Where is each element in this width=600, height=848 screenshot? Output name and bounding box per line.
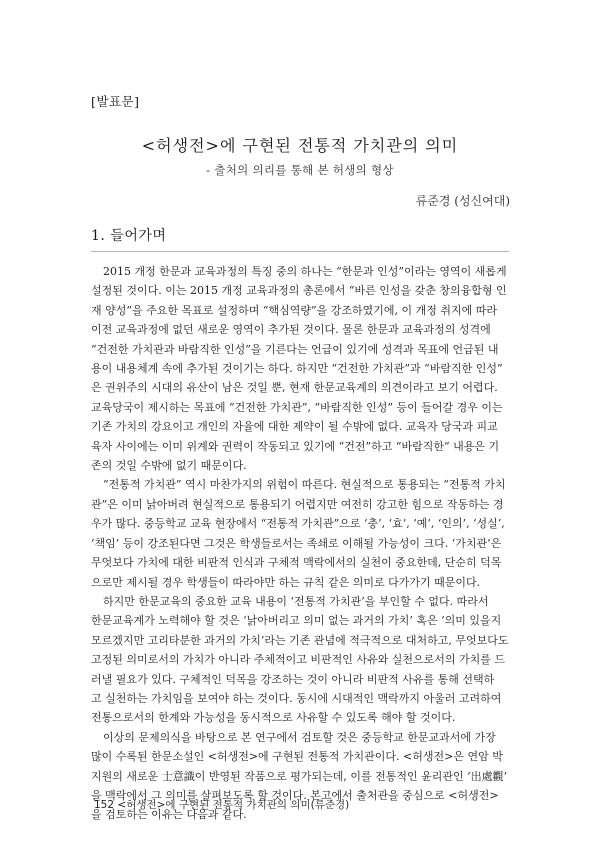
text-line: 무엇보다 가치에 대한 비판적 인식과 구체적 맥락에서의 실천이 중요한데, 단순히 덕목	[91, 556, 502, 570]
text-line: 2015 개정 한문과 교육과정의 특징 중의 하나는 “한문과 인성”이라는 영역이 새롭게	[103, 265, 507, 278]
text-line: 하지만 한문교육의 중요한 교육 내용이 ‘전통적 가치관’을 부인할 수 없다. 따라서	[103, 594, 489, 608]
text-line: ‘책임’ 등이 강조된다면 그것은 학생들로서는 족쇄로 이해될 가능성이 크다. ‘가치관’은	[91, 536, 502, 550]
text-line: 설정된 것이다. 이는 2015 개정 교육과정의 총론에서 “바른 인성을 갖춘 창의융합형 인	[91, 284, 507, 298]
text-line: 모르겠지만 고리타분한 과거의 가치’라는 기존 관념에 적극적으로 대처하고, 무엇보다도	[91, 633, 509, 647]
text-line: 전통으로서의 한계와 가능성을 동시적으로 사유할 수 있도록 해야 할 것이다.	[91, 711, 456, 725]
text-line: 많이 수록된 한문소설인 <허생전>에 구현된 전통적 가치관이다. <허생전>은 연암 박	[91, 750, 503, 764]
section-heading-box	[91, 225, 509, 252]
page-number: 152	[94, 799, 115, 811]
body-text	[91, 262, 511, 825]
text-line: 한문교육계가 노력해야 할 것은 ‘낡아버리고 의미 없는 과거의 가치’ 혹은 ‘의미 있을지	[91, 614, 502, 628]
section-heading: 1. 들어가며	[91, 228, 167, 244]
running-title: <허생전>에 구현된 전통적 가치관의 의미(류준경)	[117, 799, 350, 811]
text-line: “전통적 가치관” 역시 마찬가지의 위험이 따른다. 현실적으로 통용되는 “전통적 가치	[103, 478, 506, 492]
paper-title: <허생전>에 구현된 전통적 가치관의 의미	[141, 136, 459, 155]
text-line: 용이 내용체계 속에 추가된 것이기는 하다. 하지만 “건전한 가치관”과 “바람직한 인성”	[91, 362, 503, 376]
paragraph	[91, 262, 511, 475]
text-line: “건전한 가치관과 바람직한 인성”을 기른다는 언급이 있기에 성격과 목표에 언급된 내	[91, 342, 499, 356]
text-line: 을 검토하는 이유는 다음과 같다.	[91, 808, 247, 822]
text-line: 교육당국이 제시하는 목표에 “건전한 가치관”, “바람직한 인성” 등이 들어갈 경우 이는	[91, 400, 503, 414]
text-line: 이상의 문제의식을 바탕으로 본 연구에서 검토할 것은 중등학교 한문교과서에 가장	[103, 730, 496, 744]
text-line: 육자 사이에는 이미 위계와 권력이 작동되고 있기에 “건전”하고 “바람직한” 내용은 기	[91, 439, 500, 453]
text-line: 을 맥락에서 그 의미를 살펴보도록 할 것이다. 본고에서 출처관을 중심으로 <허생전>	[91, 788, 499, 802]
text-line: 고 실천하는 가치임을 보여야 하는 것이다. 동시에 시대적인 맥락까지 아울러 고려하여	[91, 691, 502, 705]
text-line: 기존 가치의 강요이고 개인의 자율에 대한 제약이 될 수밖에 없다. 교육자 당국과 피교	[91, 420, 498, 434]
text-line: 고정된 의미로서의 가치가 아니라 주체적이고 비판적인 사유와 실천으로서의 가치를 드	[91, 653, 506, 667]
text-line: 은 권위주의 시대의 유산이 남은 것일 뿐, 현재 한문교육계의 의견이라고 보기 어렵다.	[91, 381, 498, 395]
text-line: 존의 것일 수밖에 없기 때문이다.	[91, 459, 247, 473]
text-line: 이전 교육과정에 없던 새로운 영역이 추가된 것이다. 물론 한문과 교육과정의 성격에	[91, 323, 491, 337]
document-type-tag: [발표문]	[91, 94, 140, 109]
page-footer	[94, 797, 349, 812]
text-line: 우가 많다. 중등학교 교육 현장에서 “전통적 가치관”으로 ‘충’, ‘효’, ‘예’, ‘인의’, ‘성실’,	[91, 517, 505, 531]
author-affiliation: 류준경 (성신여대)	[415, 194, 510, 208]
paragraph	[91, 592, 511, 728]
paper-subtitle: - 출처의 의리를 통해 본 허생의 형상	[206, 163, 394, 177]
text-line: 지원의 새로운 士意識이 반영된 작품으로 평가되는데, 이를 전통적인 윤리관인 ‘出處觀’	[91, 769, 508, 783]
text-line: 러낼 필요가 있다. 구체적인 덕목을 강조하는 것이 아니라 비판적 사유를 통해 선택하	[91, 672, 495, 686]
paragraph	[91, 475, 511, 591]
text-line: 관”은 이미 낡아버려 현실적으로 통용되기 어렵지만 여전히 강고한 힘으로 작동하는 경	[91, 497, 504, 511]
text-line: 재 양성”을 주요한 목표로 설정하며 “핵심역량”을 강조하였기에, 이 개정 취지에 따라	[91, 303, 497, 317]
text-line: 으로만 제시될 경우 학생들이 따라야만 하는 규칙 같은 의미로 다가가기 때문이다.	[91, 575, 481, 589]
